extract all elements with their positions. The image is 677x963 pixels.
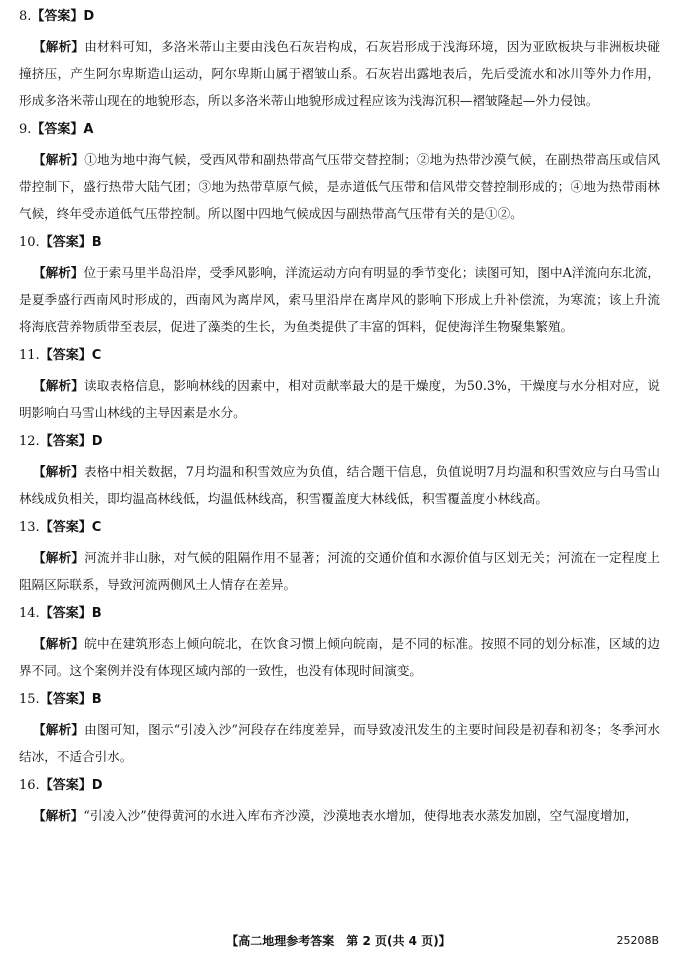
analysis-text: 位于索马里半岛沿岸，受季风影响，洋流运动方向有明显的季节变化；读图可知，图中A洋流向东北流，是夏季盛行西南风时形成的，西南风为离岸风，索马里沿岸在离岸风的影响下形成上升补偿流，为寒流；该上升流将海底营养物质带至表层，促进了藻类的生长，为鱼类提供了丰富的饵料，促使海洋生物聚集繁殖。: [19, 265, 660, 334]
answer-choice: C: [91, 348, 102, 363]
answer-line: [0, 775, 677, 797]
answer-label: 【答案】: [39, 606, 92, 621]
analysis-label: 【解析】: [33, 636, 85, 651]
answer-line: [0, 689, 677, 711]
analysis-paragraph: [0, 716, 677, 770]
analysis-text: 由图可知，图示“引凌入沙”河段存在纬度差异，而导致凌汛发生的主要时间段是初春和初冬；冬季河水结冰，不适合引水。: [19, 722, 660, 764]
question-number: 13.: [19, 520, 40, 535]
answer-label: 【答案】: [31, 122, 84, 137]
question-number: 9.: [19, 122, 32, 137]
analysis-paragraph: [0, 146, 677, 227]
question-number: 12.: [19, 434, 40, 449]
answer-item: [0, 431, 677, 512]
analysis-paragraph: [0, 259, 677, 340]
analysis-paragraph: [0, 372, 677, 426]
page-footer: [0, 930, 677, 952]
answer-list: [0, 6, 677, 834]
answer-label: 【答案】: [39, 692, 92, 707]
analysis-label: 【解析】: [33, 550, 85, 565]
answer-item: [0, 775, 677, 829]
analysis-label: 【解析】: [33, 378, 85, 393]
analysis-paragraph: [0, 458, 677, 512]
answer-item: [0, 517, 677, 598]
answer-choice: B: [91, 235, 102, 250]
analysis-paragraph: [0, 802, 677, 829]
answer-line: [0, 345, 677, 367]
analysis-label: 【解析】: [33, 722, 85, 737]
answer-choice: B: [91, 606, 102, 621]
question-number: 15.: [19, 692, 40, 707]
answer-choice: D: [91, 778, 103, 793]
analysis-label: 【解析】: [33, 464, 84, 479]
analysis-text: 由材料可知，多洛米蒂山主要由浅色石灰岩构成，石灰岩形成于浅海环境，因为亚欧板块与非洲板块碰撞挤压，产生阿尔卑斯造山运动，阿尔卑斯山属于褶皱山系。石灰岩出露地表后，先后受流水和冰川等外力作用，形成多洛米蒂山现在的地貌形态，所以多洛米蒂山地貌形成过程应该为浅海沉积—褶皱隆起—外力侵蚀。: [19, 39, 661, 108]
answer-choice: B: [91, 692, 102, 707]
analysis-paragraph: [0, 33, 677, 114]
analysis-text: ①地为地中海气候，受西风带和副热带高气压带交替控制；②地为热带沙漠气候，在副热带高压或信风带控制下，盛行热带大陆气团；③地为热带草原气候，是赤道低气压带和信风带交替控制形成的；④地为热带雨林气候，终年受赤道低气压带控制。所以图中四地气候成因与副热带高气压带有关的是①②。: [19, 152, 661, 221]
answer-choice: A: [83, 122, 94, 137]
question-number: 16.: [19, 778, 40, 793]
analysis-label: 【解析】: [33, 265, 84, 280]
answer-item: [0, 119, 677, 227]
answer-line: [0, 517, 677, 539]
footer-page-label: 【高二地理参考答案 第 2 页(共 4 页)】: [226, 934, 451, 948]
analysis-label: 【解析】: [33, 808, 84, 823]
question-number: 8.: [19, 9, 32, 24]
analysis-label: 【解析】: [33, 39, 85, 54]
analysis-text: 表格中相关数据，7月均温和积雪效应为负值，结合题干信息，负值说明7月均温和积雪效应与白马雪山林线成负相关，即均温高林线低，均温低林线高，积雪覆盖度大林线低，积雪覆盖度小林线高。: [19, 464, 660, 506]
answer-line: [0, 232, 677, 254]
answer-choice: D: [91, 434, 103, 449]
answer-item: [0, 6, 677, 114]
answer-label: 【答案】: [31, 9, 84, 24]
analysis-paragraph: [0, 544, 677, 598]
analysis-text: “引凌入沙”使得黄河的水进入库布齐沙漠，沙漠地表水增加，使得地表水蒸发加剧，空气湿度增加，: [83, 808, 638, 823]
answer-line: [0, 6, 677, 28]
answer-choice: D: [83, 9, 95, 24]
analysis-paragraph: [0, 630, 677, 684]
answer-item: [0, 232, 677, 340]
question-number: 11.: [19, 348, 40, 363]
answer-line: [0, 603, 677, 625]
answer-label: 【答案】: [39, 520, 92, 535]
answer-choice: C: [91, 520, 102, 535]
analysis-text: 河流并非山脉，对气候的阻隔作用不显著；河流的交通价值和水源价值与区划无关；河流在一定程度上阻隔区际联系，导致河流两侧风土人情存在差异。: [19, 550, 661, 592]
analysis-text: 读取表格信息，影响林线的因素中，相对贡献率最大的是干燥度，为50.3%，干燥度与水分相对应，说明影响白马雪山林线的主导因素是水分。: [19, 378, 660, 420]
answer-item: [0, 345, 677, 426]
analysis-text: 皖中在建筑形态上倾向皖北，在饮食习惯上倾向皖南，是不同的标准。按照不同的划分标准，区域的边界不同。这个案例并没有体现区域内部的一致性，也没有体现时间演变。: [19, 636, 661, 678]
answer-label: 【答案】: [39, 434, 92, 449]
answer-label: 【答案】: [39, 778, 92, 793]
question-number: 10.: [19, 235, 40, 250]
answer-line: [0, 119, 677, 141]
footer-exam-code: 25208B: [616, 934, 659, 947]
answer-label: 【答案】: [39, 348, 92, 363]
answer-label: 【答案】: [39, 235, 92, 250]
analysis-label: 【解析】: [33, 152, 85, 167]
answer-item: [0, 689, 677, 770]
answer-line: [0, 431, 677, 453]
question-number: 14.: [19, 606, 40, 621]
answer-item: [0, 603, 677, 684]
